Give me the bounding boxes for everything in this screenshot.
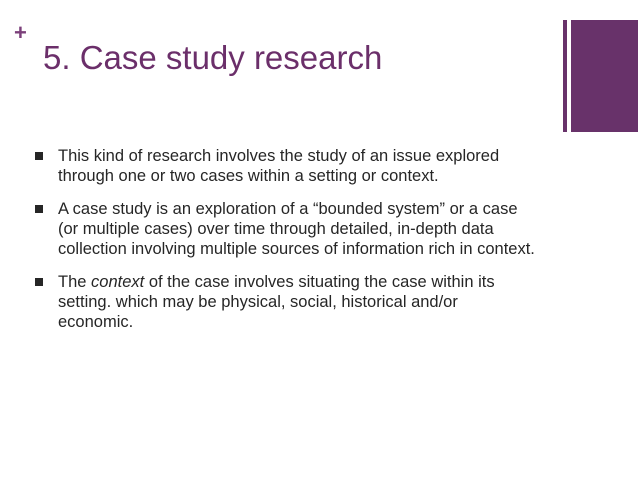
- bullet-item-1: [35, 146, 535, 186]
- accent-bar-thin: [563, 20, 567, 132]
- bullet-text-2: A case study is an exploration of a “bounded system” or a case (or multiple cases) over time through detailed, in-depth data collection involving multiple sources of information rich in context.: [58, 200, 535, 258]
- plus-mark: +: [14, 20, 27, 45]
- square-bullet-icon: [35, 152, 43, 160]
- context-emphasis: context: [91, 273, 145, 291]
- slide-title: 5. Case study research: [43, 39, 383, 76]
- bullet-text-3-end: of the case involves situating the case within its setting. which may be physical, social, historical and/or economic.: [58, 273, 495, 331]
- bullet-text-1: This kind of research involves the study of an issue explored through one or two cases within a setting or context.: [58, 147, 500, 185]
- bullet-text-3-start: The: [58, 273, 92, 291]
- bullet-list: [35, 146, 535, 345]
- bullet-item-2: [35, 199, 535, 259]
- square-bullet-icon: [35, 205, 43, 213]
- accent-bar-wide: [571, 20, 638, 132]
- bullet-text-3: [58, 273, 495, 331]
- bullet-item-3: [35, 272, 535, 332]
- square-bullet-icon: [35, 278, 43, 286]
